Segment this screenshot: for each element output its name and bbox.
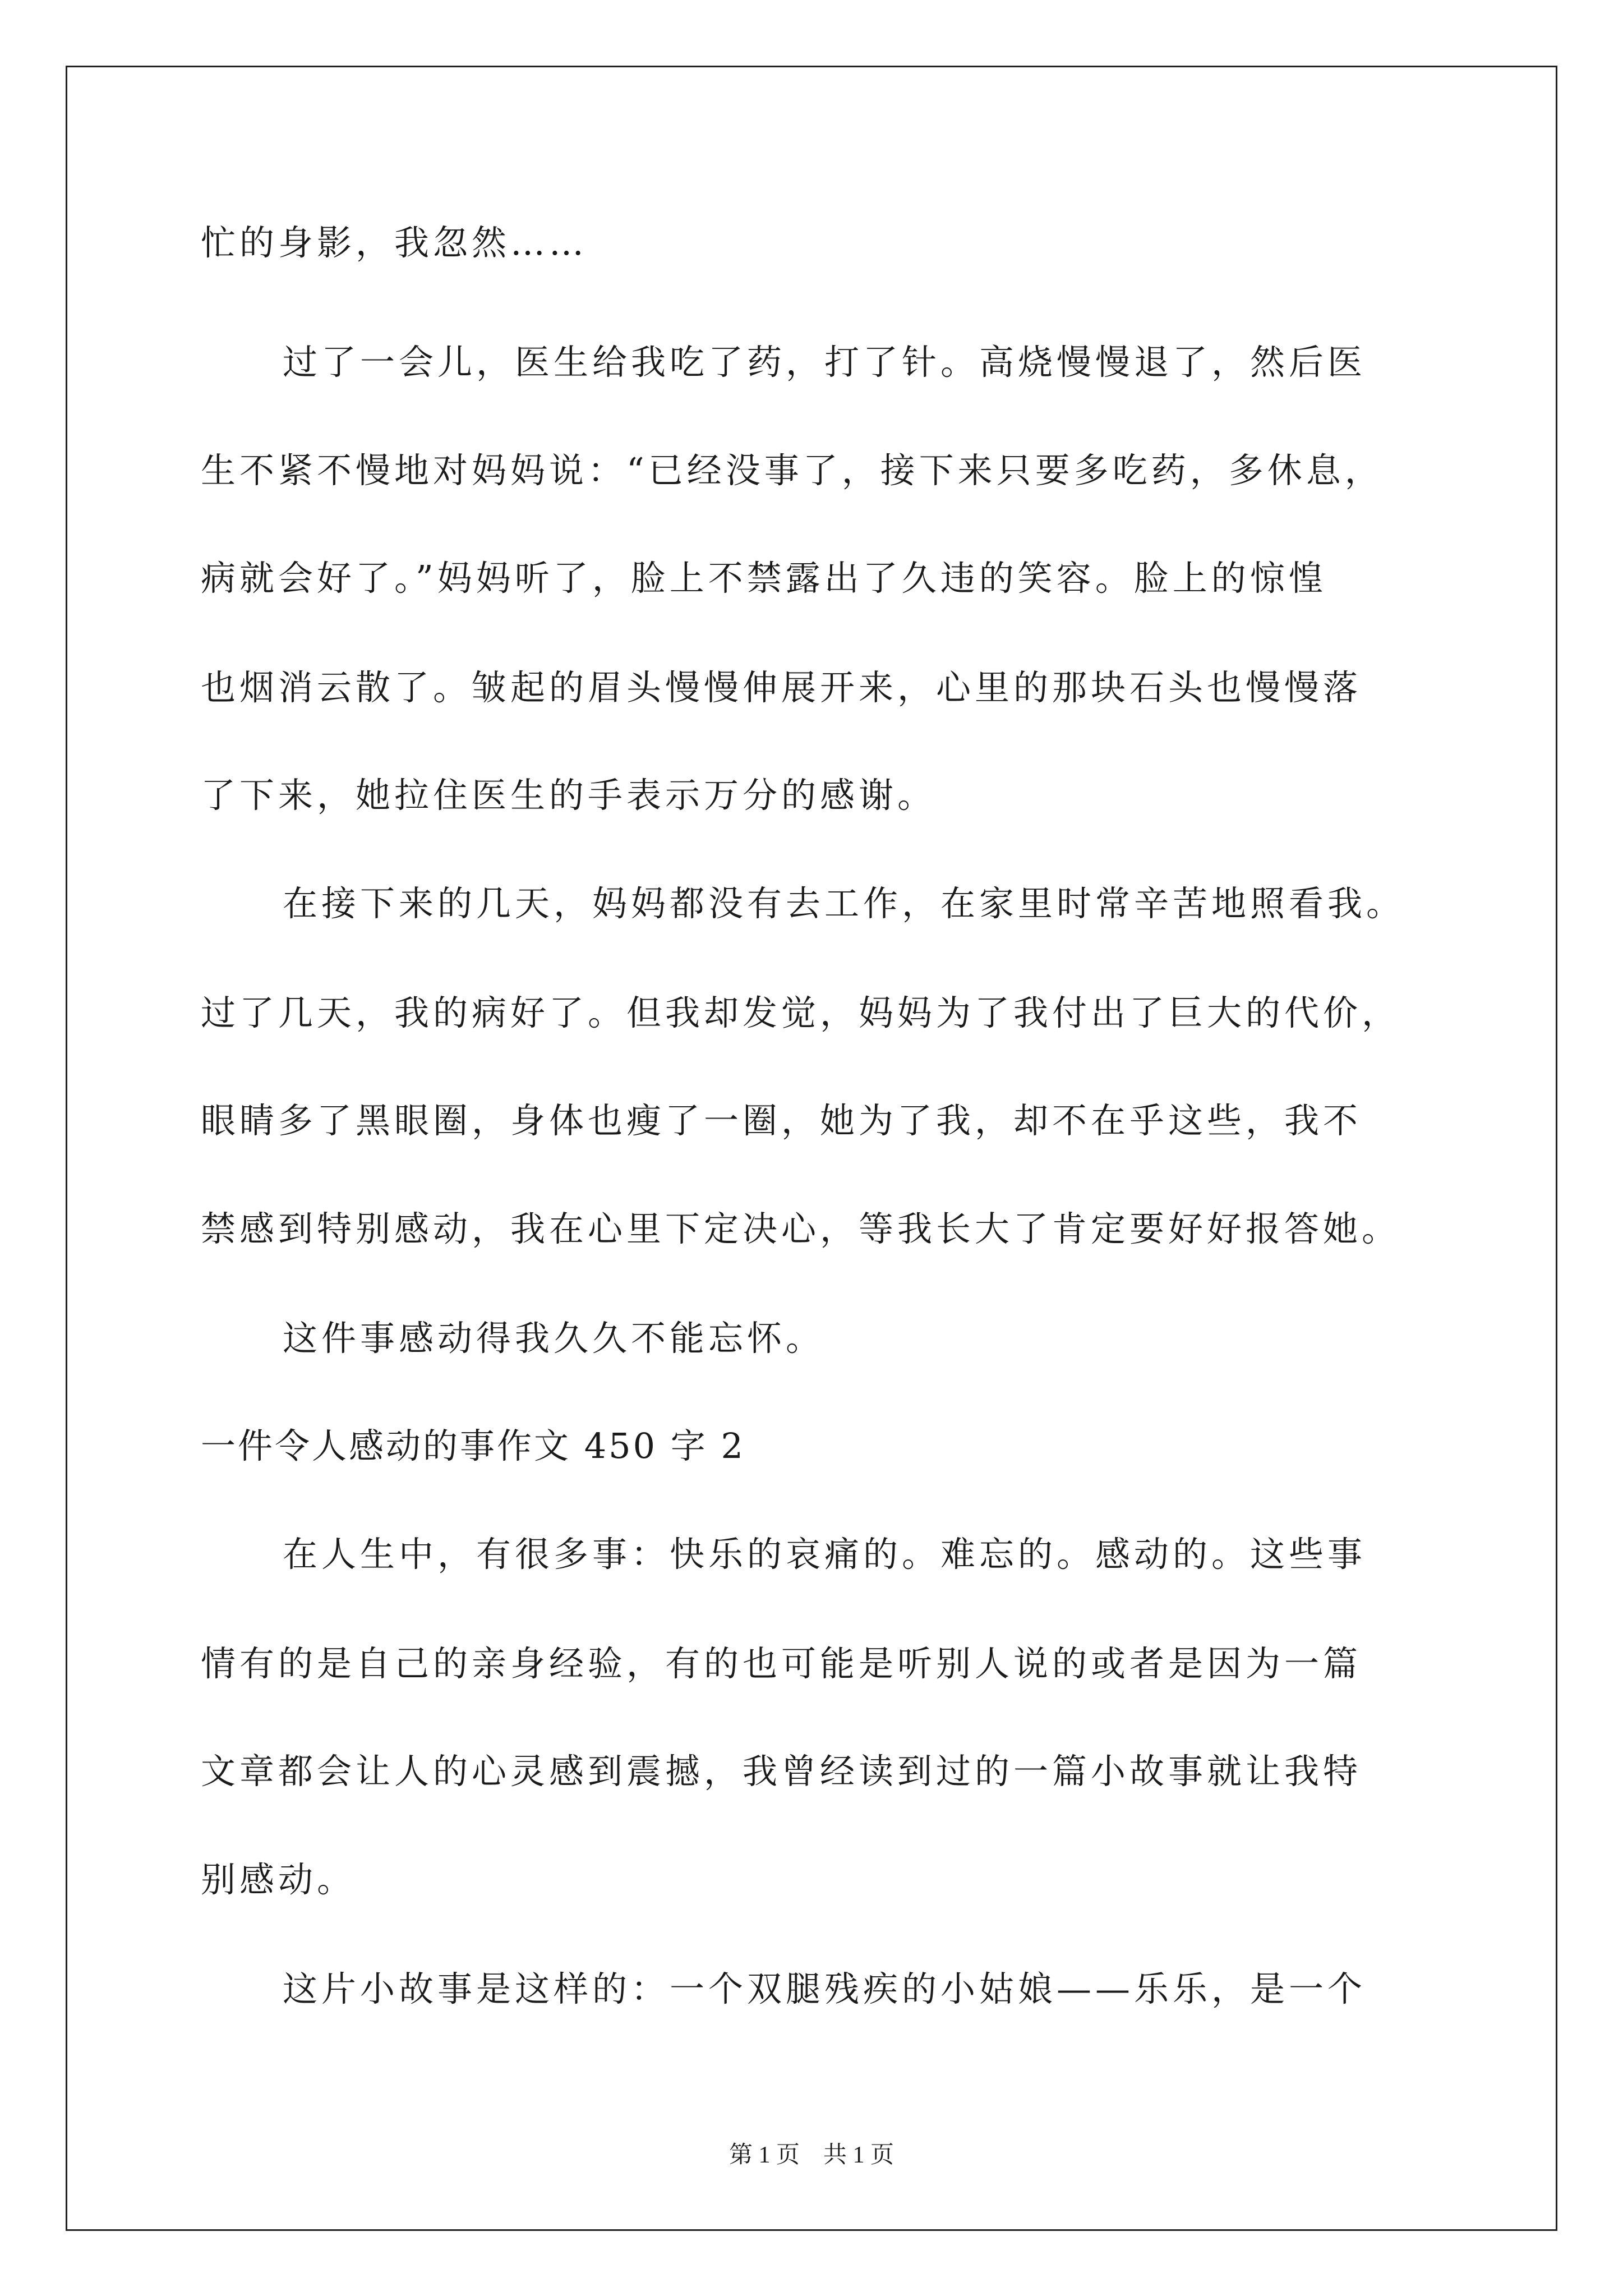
section-heading: 一件令人感动的事作文 450 字 2	[201, 1425, 745, 1466]
text-line: 情有的是自己的亲身经验，有的也可能是听别人说的或者是因为一篇	[201, 1643, 1362, 1684]
text-line: 这片小故事是这样的：一个双腿残疾的小姑娘——乐乐，是一个	[283, 1968, 1367, 2009]
text-line: 过了几天，我的病好了。但我却发觉，妈妈为了我付出了巨大的代价，	[201, 992, 1401, 1033]
text-line: 眼睛多了黑眼圈，身体也瘦了一圈，她为了我，却不在乎这些，我不	[201, 1100, 1362, 1141]
page-number-footer: 第 1 页 共 1 页	[728, 2142, 894, 2168]
text-line: 禁感到特别感动，我在心里下定决心，等我长大了肯定要好好报答她。	[201, 1208, 1401, 1249]
text-line: 在人生中，有很多事：快乐的哀痛的。难忘的。感动的。这些事	[283, 1534, 1367, 1575]
text-line: 病就会好了。”妈妈听了，脸上不禁露出了久违的笑容。脸上的惊惶	[201, 558, 1327, 599]
text-line: 了下来，她拉住医生的手表示万分的感谢。	[201, 775, 937, 816]
text-line: 也烟消云散了。皱起的眉头慢慢伸展开来，心里的那块石头也慢慢落	[201, 667, 1362, 708]
text-line: 在接下来的几天，妈妈都没有去工作，在家里时常辛苦地照看我。	[283, 883, 1405, 924]
text-line: 别感动。	[201, 1859, 356, 1900]
page-border	[66, 66, 1557, 2231]
text-line: 这件事感动得我久久不能忘怀。	[283, 1318, 825, 1359]
text-line: 忙的身影，我忽然……	[201, 222, 588, 263]
text-line: 文章都会让人的心灵感到震撼，我曾经读到过的一篇小故事就让我特	[201, 1751, 1362, 1792]
text-line: 过了一会儿，医生给我吃了药，打了针。高烧慢慢退了，然后医	[283, 342, 1367, 383]
text-line: 生不紧不慢地对妈妈说：“已经没事了，接下来只要多吃药，多休息，	[201, 450, 1384, 491]
